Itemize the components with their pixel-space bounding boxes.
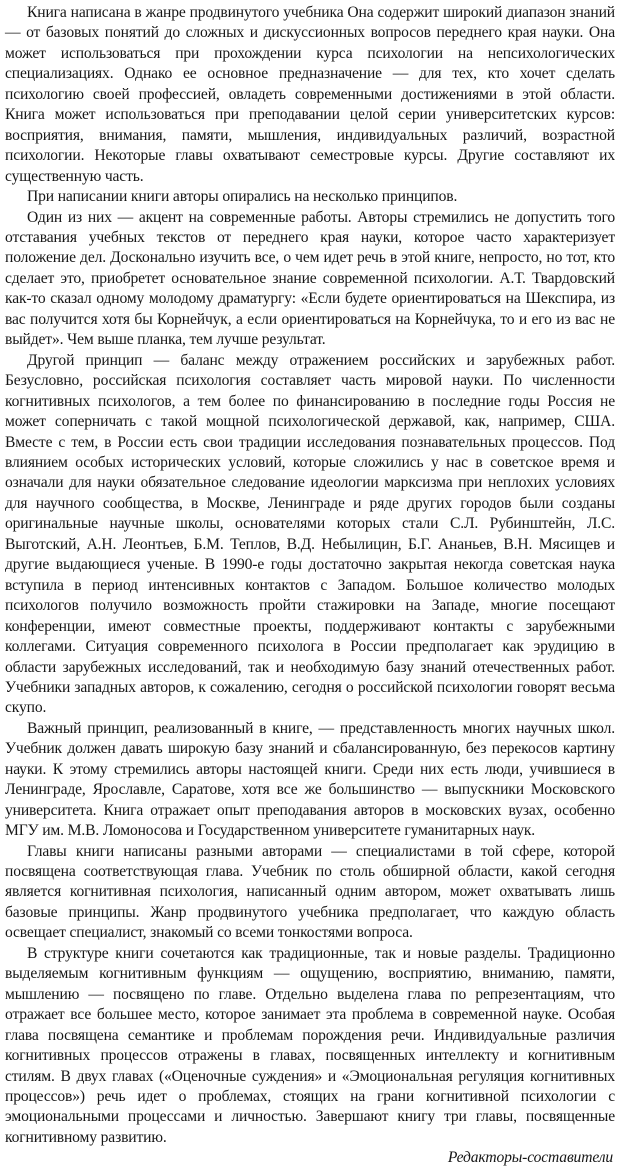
book-preface-page	[5, 3, 615, 1167]
editors-signature: Редакторы-составители	[447, 1149, 613, 1167]
paragraph-modern-works: Один из них — акцент на современные работы. Авторы стремились не допустить того отставания учебных текстов от переднего края науки, которое часто характеризует положение дел. Досконально изучить все, о чем идет речь в этой книге, непросто, но тот, кто сделает это, приобретет основательное знание современной психологии. А.Т. Твардовский как-то сказал одному молодому драматургу: «Если будете ориентироваться на Шекспира, из вас получится хотя бы Корнейчук, а если ориентироваться на Корнейчука, то и его из вас не выйдет». Чем выше планка, тем лучше результат.	[5, 208, 615, 349]
paragraph-balance: Другой принцип — баланс между отражением российских и зарубежных работ. Безусловно, российская психология составляет часть мировой науки. По численности когнитивных психологов, а тем более по финансированию в последние годы Россия не может соперничать с такой мощной психологической державой, как, например, США. Вместе с тем, в России есть свои традиции исследования познавательных процессов. Под влиянием особых исторических условий, которые сложились у нас в советское время и означали для науки обязательное следование идеологии марксизма при неплохих условиях для научного сообщества, в Москве, Ленинграде и ряде других городов были созданы оригинальные научные школы, основателями которых стали С.Л. Рубинштейн, Л.С. Выготский, А.Н. Леонтьев, Б.М. Теплов, В.Д. Небылицин, Б.Г. Ананьев, В.Н. Мясищев и другие выдающиеся ученые. В 1990-е годы достаточно закрытая некогда советская наука вступила в период интенсивных контактов с Западом. Большое количество молодых психологов получило возможность пройти стажировки на Западе, многие посещают конференции, имеют совместные проекты, поддерживают контакты с зарубежными коллегами. Ситуация современного психолога в России предполагает как эрудицию в области зарубежных исследований, так и необходимую базу знаний отечественных работ. Учебники западных авторов, к сожалению, сегодня о российской психологии говорят весьма скупо.	[5, 351, 615, 717]
paragraph-structure: В структуре книги сочетаются как традиционные, так и новые разделы. Традиционно выделяемым когнитивным функциям — ощущению, восприятию, вниманию, памяти, мышлению — посвящено по главе. Отдельно выделена глава по репрезентациям, что отражает все большее место, которое занимает эта проблема в современной науке. Особая глава посвящена семантике и проблемам порождения речи. Индивидуальные различия когнитивных процессов отражены в главах, посвященных интеллекту и когнитивным стилям. В двух главах («Оценочные суждения» и «Эмоциональная регуляция когнитивных процессов») речь идет о проблемах, стоящих на грани когнитивной психологии с эмоциональными процессами и личностью. Завершают книгу три главы, посвященные когнитивному развитию.	[5, 944, 615, 1146]
paragraph-authors: Главы книги написаны разными авторами — специалистами в той сфере, которой посвящена соответствующая глава. Учебник по столь обширной области, какой сегодня является когнитивная психология, написанный одним автором, может охватывать лишь базовые принципы. Жанр продвинутого учебника предполагает, что каждую область освещает специалист, знакомый со всеми тонкостями вопроса.	[5, 842, 615, 942]
paragraph-genre: Книга написана в жанре продвинутого учебника Она содержит широкий диапазон знаний — от базовых понятий до сложных и дискуссионных вопросов переднего края науки. Она может использоваться при прохождении курса психологии на непсихологических специализациях. Однако ее основное предназначение — для тех, кто хочет сделать психологию своей профессией, овладеть современными достижениями в этой области. Книга может использоваться при преподавании целой серии университетских курсов: восприятия, внимания, памяти, мышления, индивидуальных различий, возрастной психологии. Некоторые главы охватывают семестровые курсы. Другие составляют их существенную часть.	[5, 4, 615, 185]
paragraph-schools: Важный принцип, реализованный в книге, — представленность многих научных школ. Учебник должен давать широкую базу знаний и сбалансированную, без перекосов картину науки. К этому стремились авторы настоящей книги. Среди них есть люди, учившиеся в Ленинграде, Ярославле, Саратове, хотя все же большинство — выпускники Московского университета. Книга отражает опыт преподавания авторов в московских вузах, особенно МГУ им. М.В. Ломоносова и Государственном университете гуманитарных наук.	[5, 719, 615, 840]
paragraph-principles-intro: При написании книги авторы опирались на несколько принципов.	[27, 188, 458, 206]
